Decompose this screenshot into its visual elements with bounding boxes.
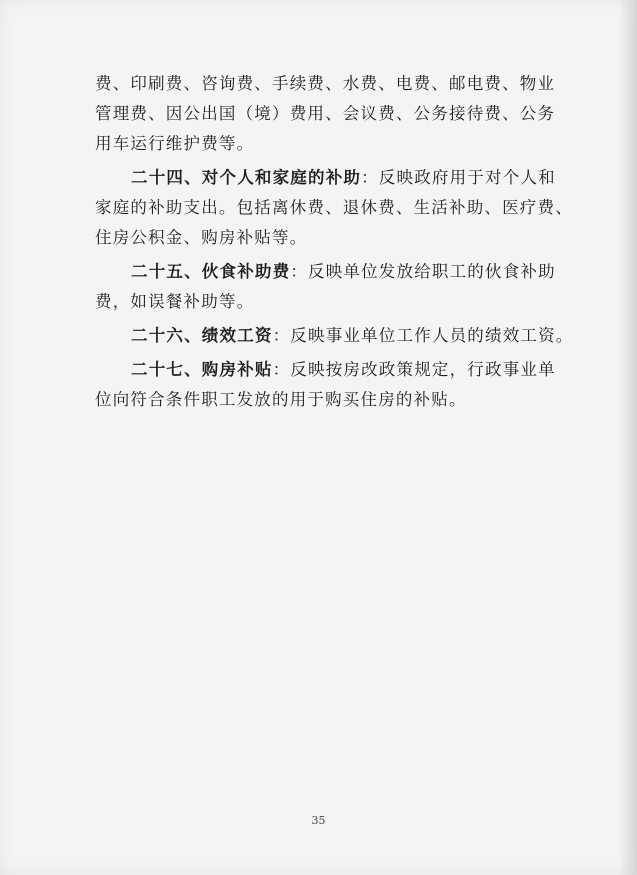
item-27-title: 二十七、购房补贴 bbox=[131, 360, 273, 379]
item-25-title: 二十五、伙食补助费 bbox=[131, 262, 291, 281]
text-line-8: 费，如误餐补助等。 bbox=[95, 292, 255, 311]
paragraph-24-heading-line bbox=[95, 166, 556, 190]
item-25-desc-start: ：反映单位发放给职工的伙食补助 bbox=[290, 262, 556, 281]
item-26-desc: ：反映事业单位工作人员的绩效工资。 bbox=[272, 326, 574, 345]
text-line-3: 用车运行维护费等。 bbox=[95, 134, 255, 153]
item-24-desc-start: ：反映政府用于对个人和 bbox=[361, 168, 556, 187]
text-line-2: 管理费、因公出国（境）费用、会议费、公务接待费、公务 bbox=[95, 104, 556, 123]
text-line-11: 位向符合条件职工发放的用于购买住房的补贴。 bbox=[95, 390, 467, 409]
text-line-1: 费、印刷费、咨询费、手续费、水费、电费、邮电费、物业 bbox=[95, 74, 556, 93]
item-24-title: 二十四、对个人和家庭的补助 bbox=[131, 168, 362, 187]
item-26-title: 二十六、绩效工资 bbox=[131, 326, 273, 345]
item-27-desc-start: ：反映按房改政策规定，行政事业单 bbox=[272, 360, 556, 379]
document-body bbox=[95, 72, 574, 418]
paragraph-25-heading-line bbox=[95, 260, 556, 284]
text-line-5: 家庭的补助支出。包括离休费、退休费、生活补助、医疗费、 bbox=[95, 198, 573, 217]
text-line-6: 住房公积金、购房补贴等。 bbox=[95, 228, 308, 247]
paragraph-26-line bbox=[95, 324, 574, 348]
page-edge-shadow bbox=[619, 0, 637, 875]
page-number: 35 bbox=[311, 814, 326, 827]
paragraph-27-heading-line bbox=[95, 358, 556, 382]
